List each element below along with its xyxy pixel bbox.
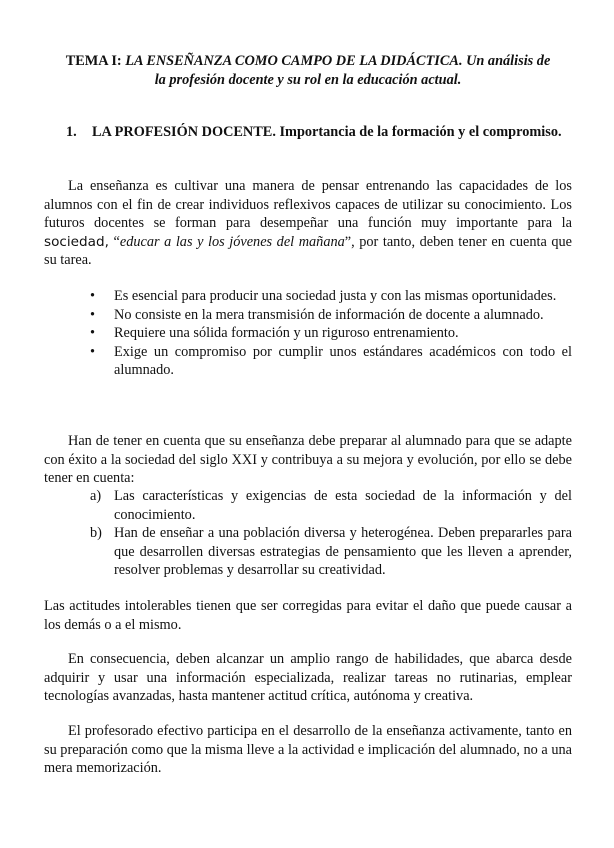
paragraph-5-text: El profesorado efectivo participa en el desarrollo de la enseñanza activamente, tanto en su preparación como que la misma lleve a la actividad e implicación del alumnado, no a una mera memorización.: [44, 723, 572, 776]
bullet-marker: •: [90, 343, 96, 360]
list-item: [44, 324, 572, 343]
title-prefix: TEMA I:: [65, 53, 126, 69]
bullet-marker: •: [90, 288, 96, 304]
paragraph-1-italic: educar a las y los jóvenes del mañana: [119, 233, 345, 250]
paragraph-2: [44, 432, 572, 488]
bullet-list: [44, 287, 572, 380]
paragraph-1-text-c: ”, por tanto, deben tener en cuenta que su tarea.: [44, 233, 572, 268]
bullet-text: Requiere una sólida formación y un riguroso entrenamiento.: [114, 325, 459, 341]
bullet-text: Es esencial para producir una sociedad justa y con las mismas oportunidades.: [114, 288, 557, 304]
lettered-list: [44, 487, 572, 580]
bullet-text: Exige un compromiso por cumplir unos estándares académicos con todo el alumnado.: [114, 343, 572, 378]
list-item: [44, 306, 572, 325]
list-marker: a): [90, 488, 102, 504]
section-number: 1.: [66, 124, 77, 140]
paragraph-3-text: Las actitudes intolerables tienen que ser corregidas para evitar el daño que puede causar a los demás o a el mismo.: [44, 598, 572, 633]
paragraph-4-text: En consecuencia, deben alcanzar un amplio rango de habilidades, que abarca desde adquirir y usar una información especializada, realizar tareas no rutinarias, emplear tecnologías avanzadas, hasta mantener actitud crítica, autónoma y creativa.: [44, 651, 572, 704]
title-italic-line2: la profesión docente y su rol en la educación actual.: [154, 72, 462, 88]
bullet-marker: •: [90, 325, 96, 341]
paragraph-3: [44, 597, 572, 634]
bullet-marker: •: [90, 306, 96, 323]
document-title: [44, 52, 572, 90]
paragraph-2-text: Han de tener en cuenta que su enseñanza debe preparar al alumnado para que se adapte con éxito a la sociedad del siglo XXI y contribuya a su mejora y evolución, por ello se debe tener en cuenta:: [44, 433, 572, 486]
list-item: [44, 487, 572, 524]
bullet-text: No consiste en la mera transmisión de información de docente a alumnado.: [114, 306, 544, 323]
paragraph-5: [44, 722, 572, 778]
paragraph-4: [44, 650, 572, 706]
list-item: [44, 524, 572, 580]
paragraph-1-sans-word: sociedad,: [44, 233, 109, 250]
list-item-text: Han de enseñar a una población diversa y heterogénea. Deben prepararles para que desarrollen diversas estrategias de pensamiento que les lleven a aprender, resolver problemas y desarrollar su creatividad.: [114, 525, 572, 578]
paragraph-1: [44, 177, 572, 270]
list-item-text: Las características y exigencias de esta sociedad de la información y del conocimiento.: [114, 488, 572, 523]
section-heading: [44, 123, 572, 142]
paragraph-1-text-a: La enseñanza es cultivar una manera de pensar entrenando las capacidades de los alumnos con el fin de crear individuos reflexivos capaces de utilizar su conocimiento. Los futuros docentes se forman para desempeñar una función muy importante para la: [44, 178, 572, 231]
title-italic-main: LA ENSEÑANZA COMO CAMPO DE LA DIDÁCTICA. Un análisis de: [125, 53, 551, 69]
list-item: [44, 287, 572, 306]
list-marker: b): [90, 525, 102, 541]
section-heading-text: LA PROFESIÓN DOCENTE. Importancia de la formación y el compromiso.: [92, 124, 562, 140]
list-item: [44, 343, 572, 380]
paragraph-1-text-b: “: [108, 233, 120, 250]
